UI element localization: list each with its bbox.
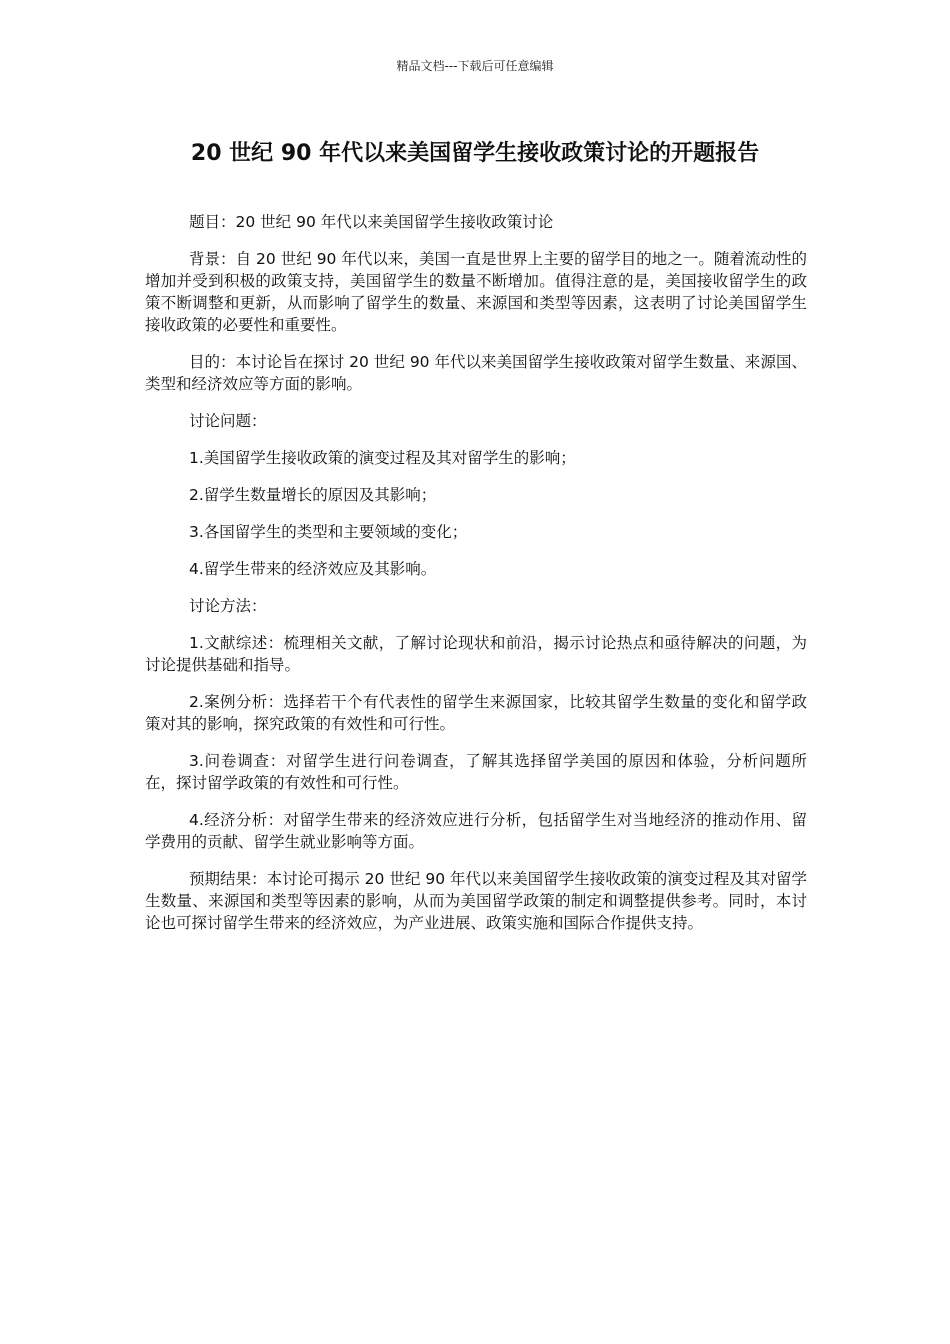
document-title: 20 世纪 90 年代以来美国留学生接收政策讨论的开题报告 (190, 141, 760, 166)
paragraph-question-4: 4.留学生带来的经济效应及其影响。 (189, 560, 437, 578)
paragraph-method-2: 2.案例分析：选择若干个有代表性的留学生来源国家，比较其留学生数量的变化和留学政策对其的影响，探究政策的有效性和可行性。 (145, 693, 807, 733)
paragraph-question-2: 2.留学生数量增长的原因及其影响； (189, 486, 437, 504)
paragraph-purpose: 目的：本讨论旨在探讨 20 世纪 90 年代以来美国留学生接收政策对留学生数量、来源国、类型和经济效应等方面的影响。 (145, 353, 807, 393)
paragraph-question-1: 1.美国留学生接收政策的演变过程及其对留学生的影响； (189, 449, 576, 467)
paragraph-method-1: 1.文献综述：梳理相关文献，了解讨论现状和前沿，揭示讨论热点和亟待解决的问题，为讨论提供基础和指导。 (145, 634, 807, 674)
paragraph-background: 背景：自 20 世纪 90 年代以来，美国一直是世界上主要的留学目的地之一。随着流动性的增加并受到积极的政策支持，美国留学生的数量不断增加。值得注意的是，美国接收留学生的政策不断调整和更新，从而影响了留学生的数量、来源国和类型等因素，这表明了讨论美国留学生接收政策的必要性和重要性。 (145, 250, 807, 334)
paragraph-topic: 题目：20 世纪 90 年代以来美国留学生接收政策讨论 (189, 213, 554, 231)
paragraph-questions-heading: 讨论问题： (189, 412, 267, 430)
page-header: 精品文档---下载后可任意编辑 (396, 59, 554, 73)
paragraph-question-3: 3.各国留学生的类型和主要领域的变化； (189, 523, 468, 541)
paragraph-method-4: 4.经济分析：对留学生带来的经济效应进行分析，包括留学生对当地经济的推动作用、留学费用的贡献、留学生就业影响等方面。 (145, 811, 807, 851)
document-body (145, 211, 807, 949)
paragraph-method-3: 3.问卷调查：对留学生进行问卷调查，了解其选择留学美国的原因和体验，分析问题所在，探讨留学政策的有效性和可行性。 (145, 752, 807, 792)
paragraph-expected-results: 预期结果：本讨论可揭示 20 世纪 90 年代以来美国留学生接收政策的演变过程及其对留学生数量、来源国和类型等因素的影响，从而为美国留学政策的制定和调整提供参考。同时，本讨论也可探讨留学生带来的经济效应，为产业进展、政策实施和国际合作提供支持。 (145, 870, 807, 932)
paragraph-methods-heading: 讨论方法： (189, 597, 267, 615)
